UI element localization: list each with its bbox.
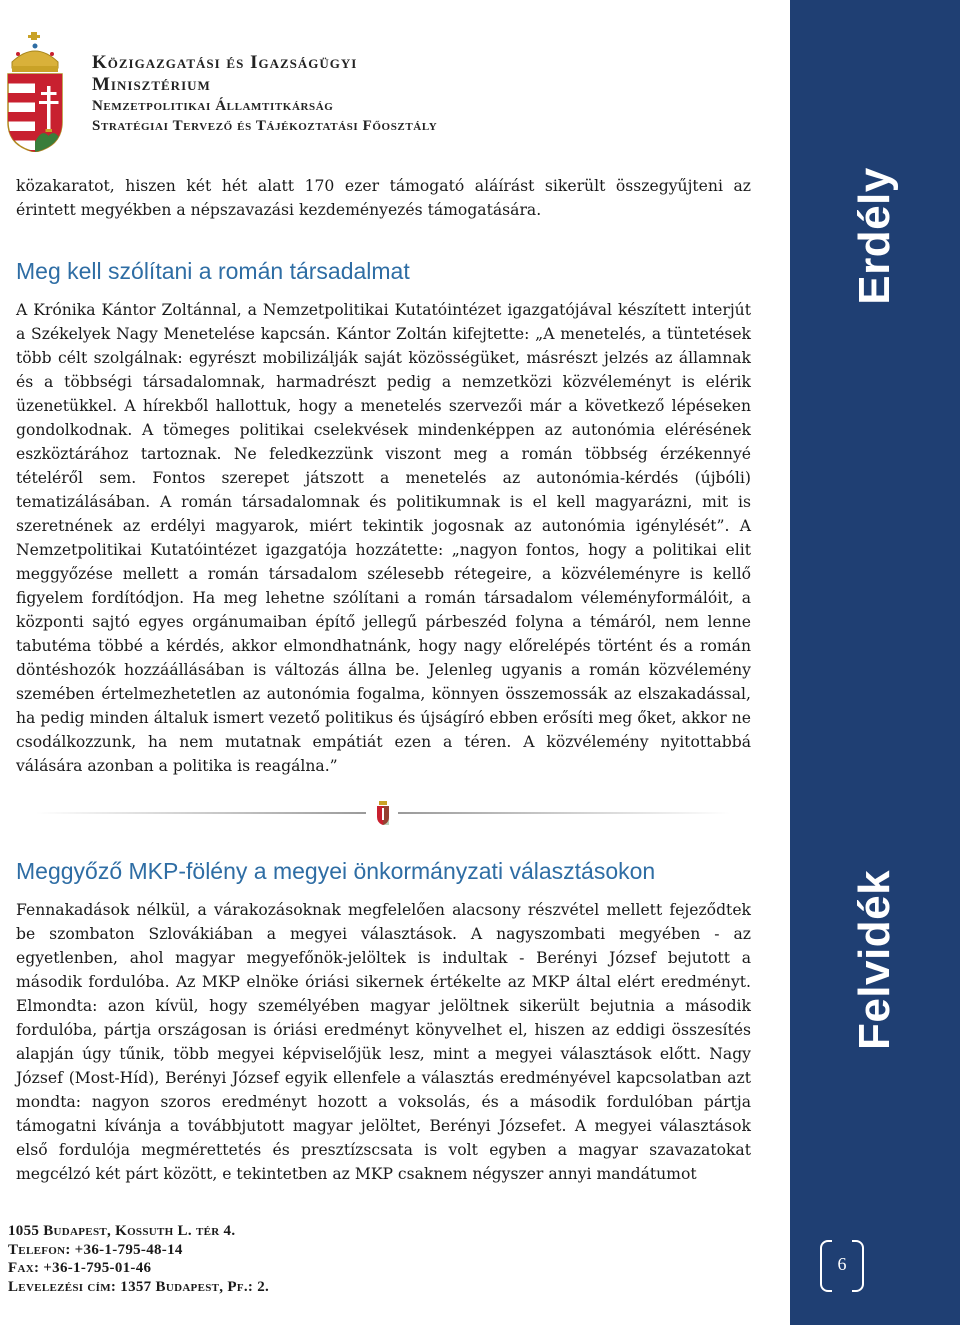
footer-contact: [8, 1222, 269, 1296]
footer-postal: Levelezési cím: 1357 Budapest, Pf.: 2.: [8, 1278, 270, 1295]
page-number-box: [820, 1240, 864, 1290]
section2-text: Fennakadások nélkül, a várakozásoknak megfelelően alacsony részvétel mellett fejeződtek be szombaton Szlovákiában a megyei választások. A nagyszombati megyében - az egyetlenben, ahol magyar megyefőnök-jelöltek is indultak - Berényi József bejutott a második fordulóba. Az MKP elnöke óriási sikernek értékelte az MKP által elért eredményt. Elmondta: azon kívül, hogy személyében magyar jelöltnek sikerült bejutnia a második fordulóba, pártja országosan is óriási eredményt könyvelhet el, hiszen az eddigi összesítés alapján úgy tűnik, több megyei képviselőjük lesz, mint a megyei választások előtt. Nagy József (Most-Híd), Berényi József egyik ellenfele a választás eredményével kapcsolatban azt mondta: nagyon szoros eredményt hozott a voksolás, és a második fordulóban pártja támogatni kívánja a továbbjutott magyar jelöltet, Berényi Józsefet. A megyei választások első fordulója megmérettetés és presztízscsata is volt egyben a magyar szavazatokat megcélzó két párt között, e tekintetben az MKP csaknem négyszer annyi mandátumot: [16, 901, 751, 1183]
page-number: 6: [837, 1254, 847, 1274]
intro-paragraph: [16, 174, 751, 222]
ministry-line-3: Nemzetpolitikai Államtitkárság: [92, 98, 334, 114]
intro-text: közakaratot, hiszen két hét alatt 170 ezer támogató aláírást sikerült összegyűjteni az érintett megyékben a népszavazási kezdeményezés támogatására.: [16, 177, 751, 219]
section1-body: [16, 298, 751, 778]
footer-phone: Telefon: +36-1-795-48-14: [8, 1241, 183, 1258]
coat-of-arms-icon: [6, 32, 64, 152]
ministry-line-4: Stratégiai Tervező és Tájékoztatási Főosztály: [92, 118, 438, 134]
section1-text: A Krónika Kántor Zoltánnal, a Nemzetpolitikai Kutatóintézet igazgatójával készített interjút a Székelyek Nagy Menetelése kapcsán. Kántor Zoltán kifejtette: „A menetelés, a tüntetések több célt szolgálnak: egyrészt mobilizálják saját közösségüket, másrészt jelzés az államnak és a többségi társadalomnak, harmadrészt pedig a nemzetközi közvéleményt is elérik üzenetükkel. A hírekből hallottuk, hogy a menetelés szervezői már a következő lépéseken gondolkodnak. A tömeges politikai cselekvések mindenképpen az autonómia elérésének eszköztárához tartoznak. Ne feledkezzünk viszont meg a román többség érzékennyé tételéről sem. Fontos szerepet játszott a menetelés az autonómia-kérdés (újbóli) tematizálásában. A román társadalomnak és politikumnak is el kell magyarázni, mit is szeretnének az erdélyi magyarok, miért tekintik jogosnak az autonómia igénylését”. A Nemzetpolitikai Kutatóintézet igazgatója hozzátette: „nagyon fontos, hogy a politikai elit meggyőzése mellett a román társadalom szélesebb rétegeire, a közvéleményre is kellő figyelem fordítódjon. Ha meg lehetne szólítani a román társadalom véleményformálóit, a központi sajtó egyes orgánumaiban építő jellegű párbeszéd folyna a témáról, nem lenne tabutéma többé a kérdés, akkor elmondhatnánk, hogy nagy előrelépés történt és a román döntéshozók hozzáállásában is változás állna be. Jelenleg ugyanis a román közvélemény szemében értelmezhetetlen az autonómia fogalma, könnyen összemossák az elszakadással, ha pedig minden általuk ismert vezető politikus és újságíró ebben erősíti meg őket, akkor ne csodálkozzunk, ha nem mutatnak empátiát ezen a téren. A közvélemény nyitottabbá válására azonban a politika is reagálna.”: [16, 301, 751, 775]
section2-body: [16, 898, 751, 1186]
sidebar-label-erdely: Erdély: [850, 167, 899, 305]
small-crest-icon: [377, 801, 389, 825]
ministry-line-2: Minisztérium: [92, 74, 211, 95]
ministry-line-1: Közigazgatási és Igazságügyi: [92, 52, 358, 73]
footer-fax: Fax: +36-1-795-01-46: [8, 1260, 152, 1276]
section1-heading: Meg kell szólítani a román társadalmat: [16, 258, 410, 284]
ministry-name: [92, 52, 437, 136]
section-divider: [36, 800, 730, 826]
footer-address: 1055 Budapest, Kossuth L. tér 4.: [8, 1223, 236, 1239]
sidebar-label-felvidek: Felvidék: [850, 869, 899, 1051]
section2-heading: Meggyőző MKP-fölény a megyei önkormányzati választásokon: [16, 858, 656, 884]
